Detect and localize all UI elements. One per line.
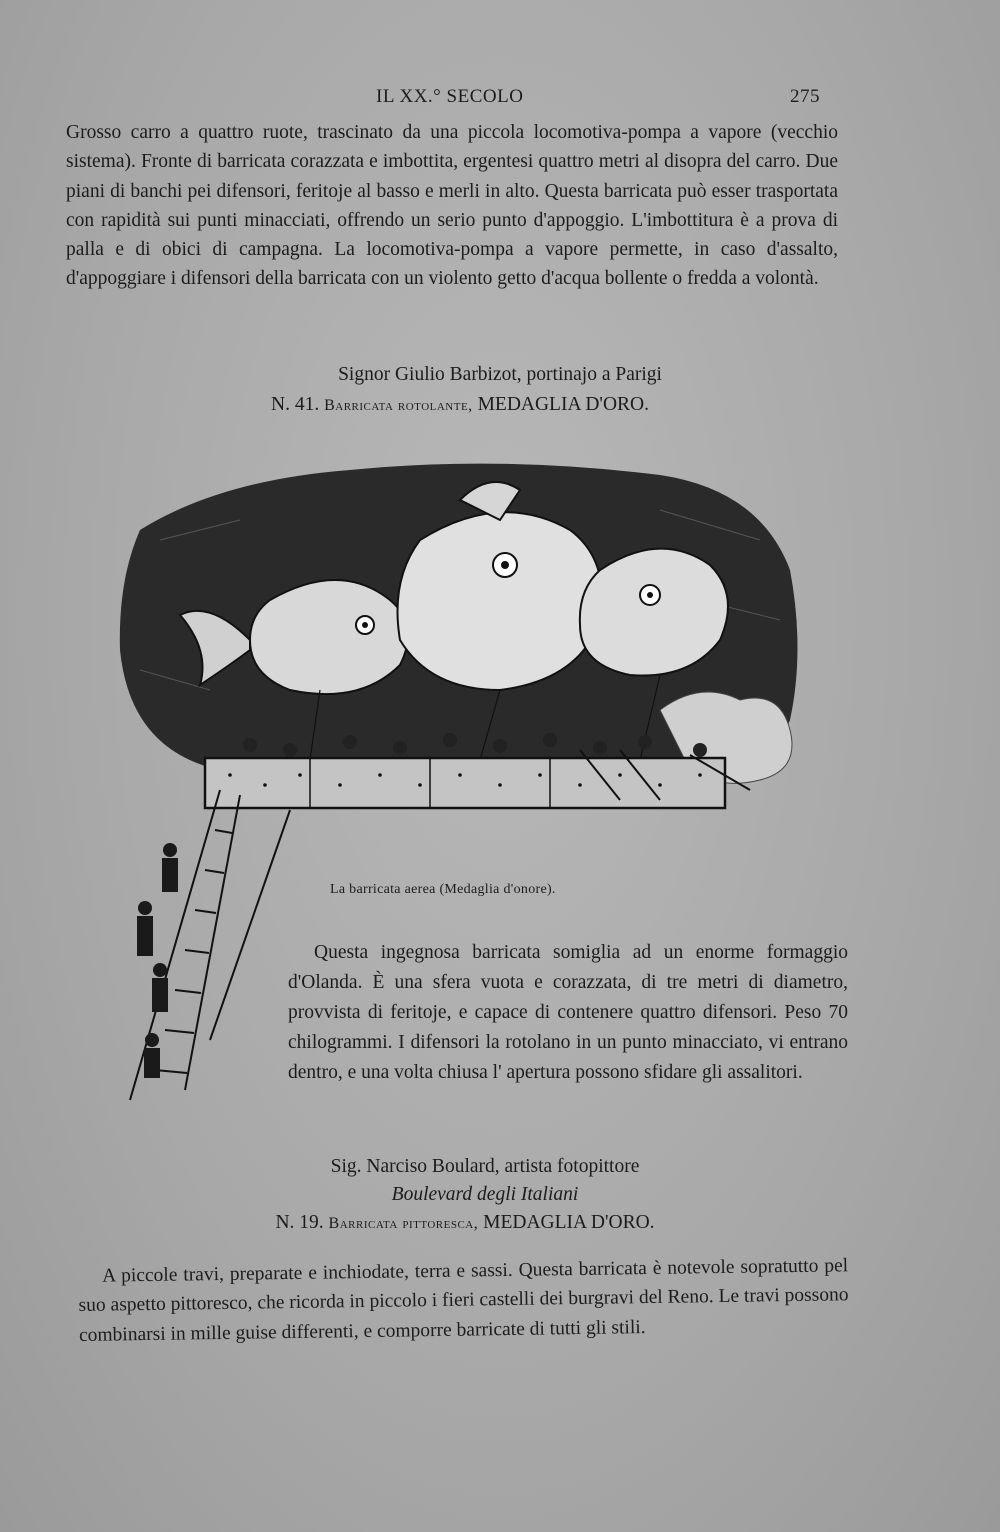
entry-41-award: MEDAGLIA D'ORO. [477, 394, 649, 415]
running-title: IL XX.° SECOLO [376, 86, 524, 107]
paragraph-aerial-barricade-description: Questa ingegnosa barricata somiglia ad un enorme formaggio d'Olanda. È una sfera vuota e corazzata, di tre metri di diametro, provvista di feritoje, e capace di contenere quattro difensori. Peso 70 chilogrammi. I difensori la rotolano in un punto minacciato, vi entrano dentro, e una volta chiusa l' apertura possono sfidare gli assalitori. [288, 942, 848, 1083]
entry-19-name: Barricata pittoresca, [328, 1215, 479, 1232]
entry-19-address: Boulevard degli Italiani [391, 1184, 579, 1205]
entry-41-title [160, 390, 760, 421]
entry-19-number: N. 19. [275, 1212, 324, 1233]
entry-41-author: Signor Giulio Barbizot, portinajo a Parigi [338, 364, 662, 385]
page-number: 275 [790, 86, 820, 107]
entry-19-award: MEDAGLIA D'ORO. [483, 1212, 655, 1233]
climbing-figures [137, 843, 178, 1078]
entry-41-name: Barricata rotolante, [324, 397, 473, 414]
entry-19-author: Sig. Narciso Boulard, artista fotopittore [330, 1156, 640, 1177]
paragraph-rolling-barricade-description: Grosso carro a quattro ruote, trascinato da una piccola locomotiva-pompa a vapore (vecchio sistema). Fronte di barricata corazzata e imbottita, ergentesi quattro metri al disopra del carro. Due piani di banchi pei difensori, feritoje al basso e merli in alto. Questa barricata può esser trasportata con rapidità sui punti minacciati, offrendo un serio punto d'appoggio. L'imbottitura è a prova di palla e di obici di campagna. La locomotiva-pompa a vapore permette, in caso d'assalto, d'appoggiare i difensori della barricata con un violento getto d'acqua bollente o fredda a volontà. [66, 122, 838, 290]
illustration-caption: La barricata aerea (Medaglia d'onore). [330, 882, 556, 897]
entry-41-number: N. 41. [271, 394, 320, 415]
entry-19-title [195, 1208, 735, 1239]
paragraph-picturesque-barricade-description: A piccole travi, preparate e inchiodate, terra e sassi. Questa barricata è notevole sopratutto pel suo aspetto pittoresco, che ricorda in piccolo i fieri castelli dei burgravi del Reno. Le travi possono combinarsi in mille guise differenti, e comporre barricate di tutti gli stili. [78, 1255, 849, 1346]
running-header [66, 86, 820, 116]
